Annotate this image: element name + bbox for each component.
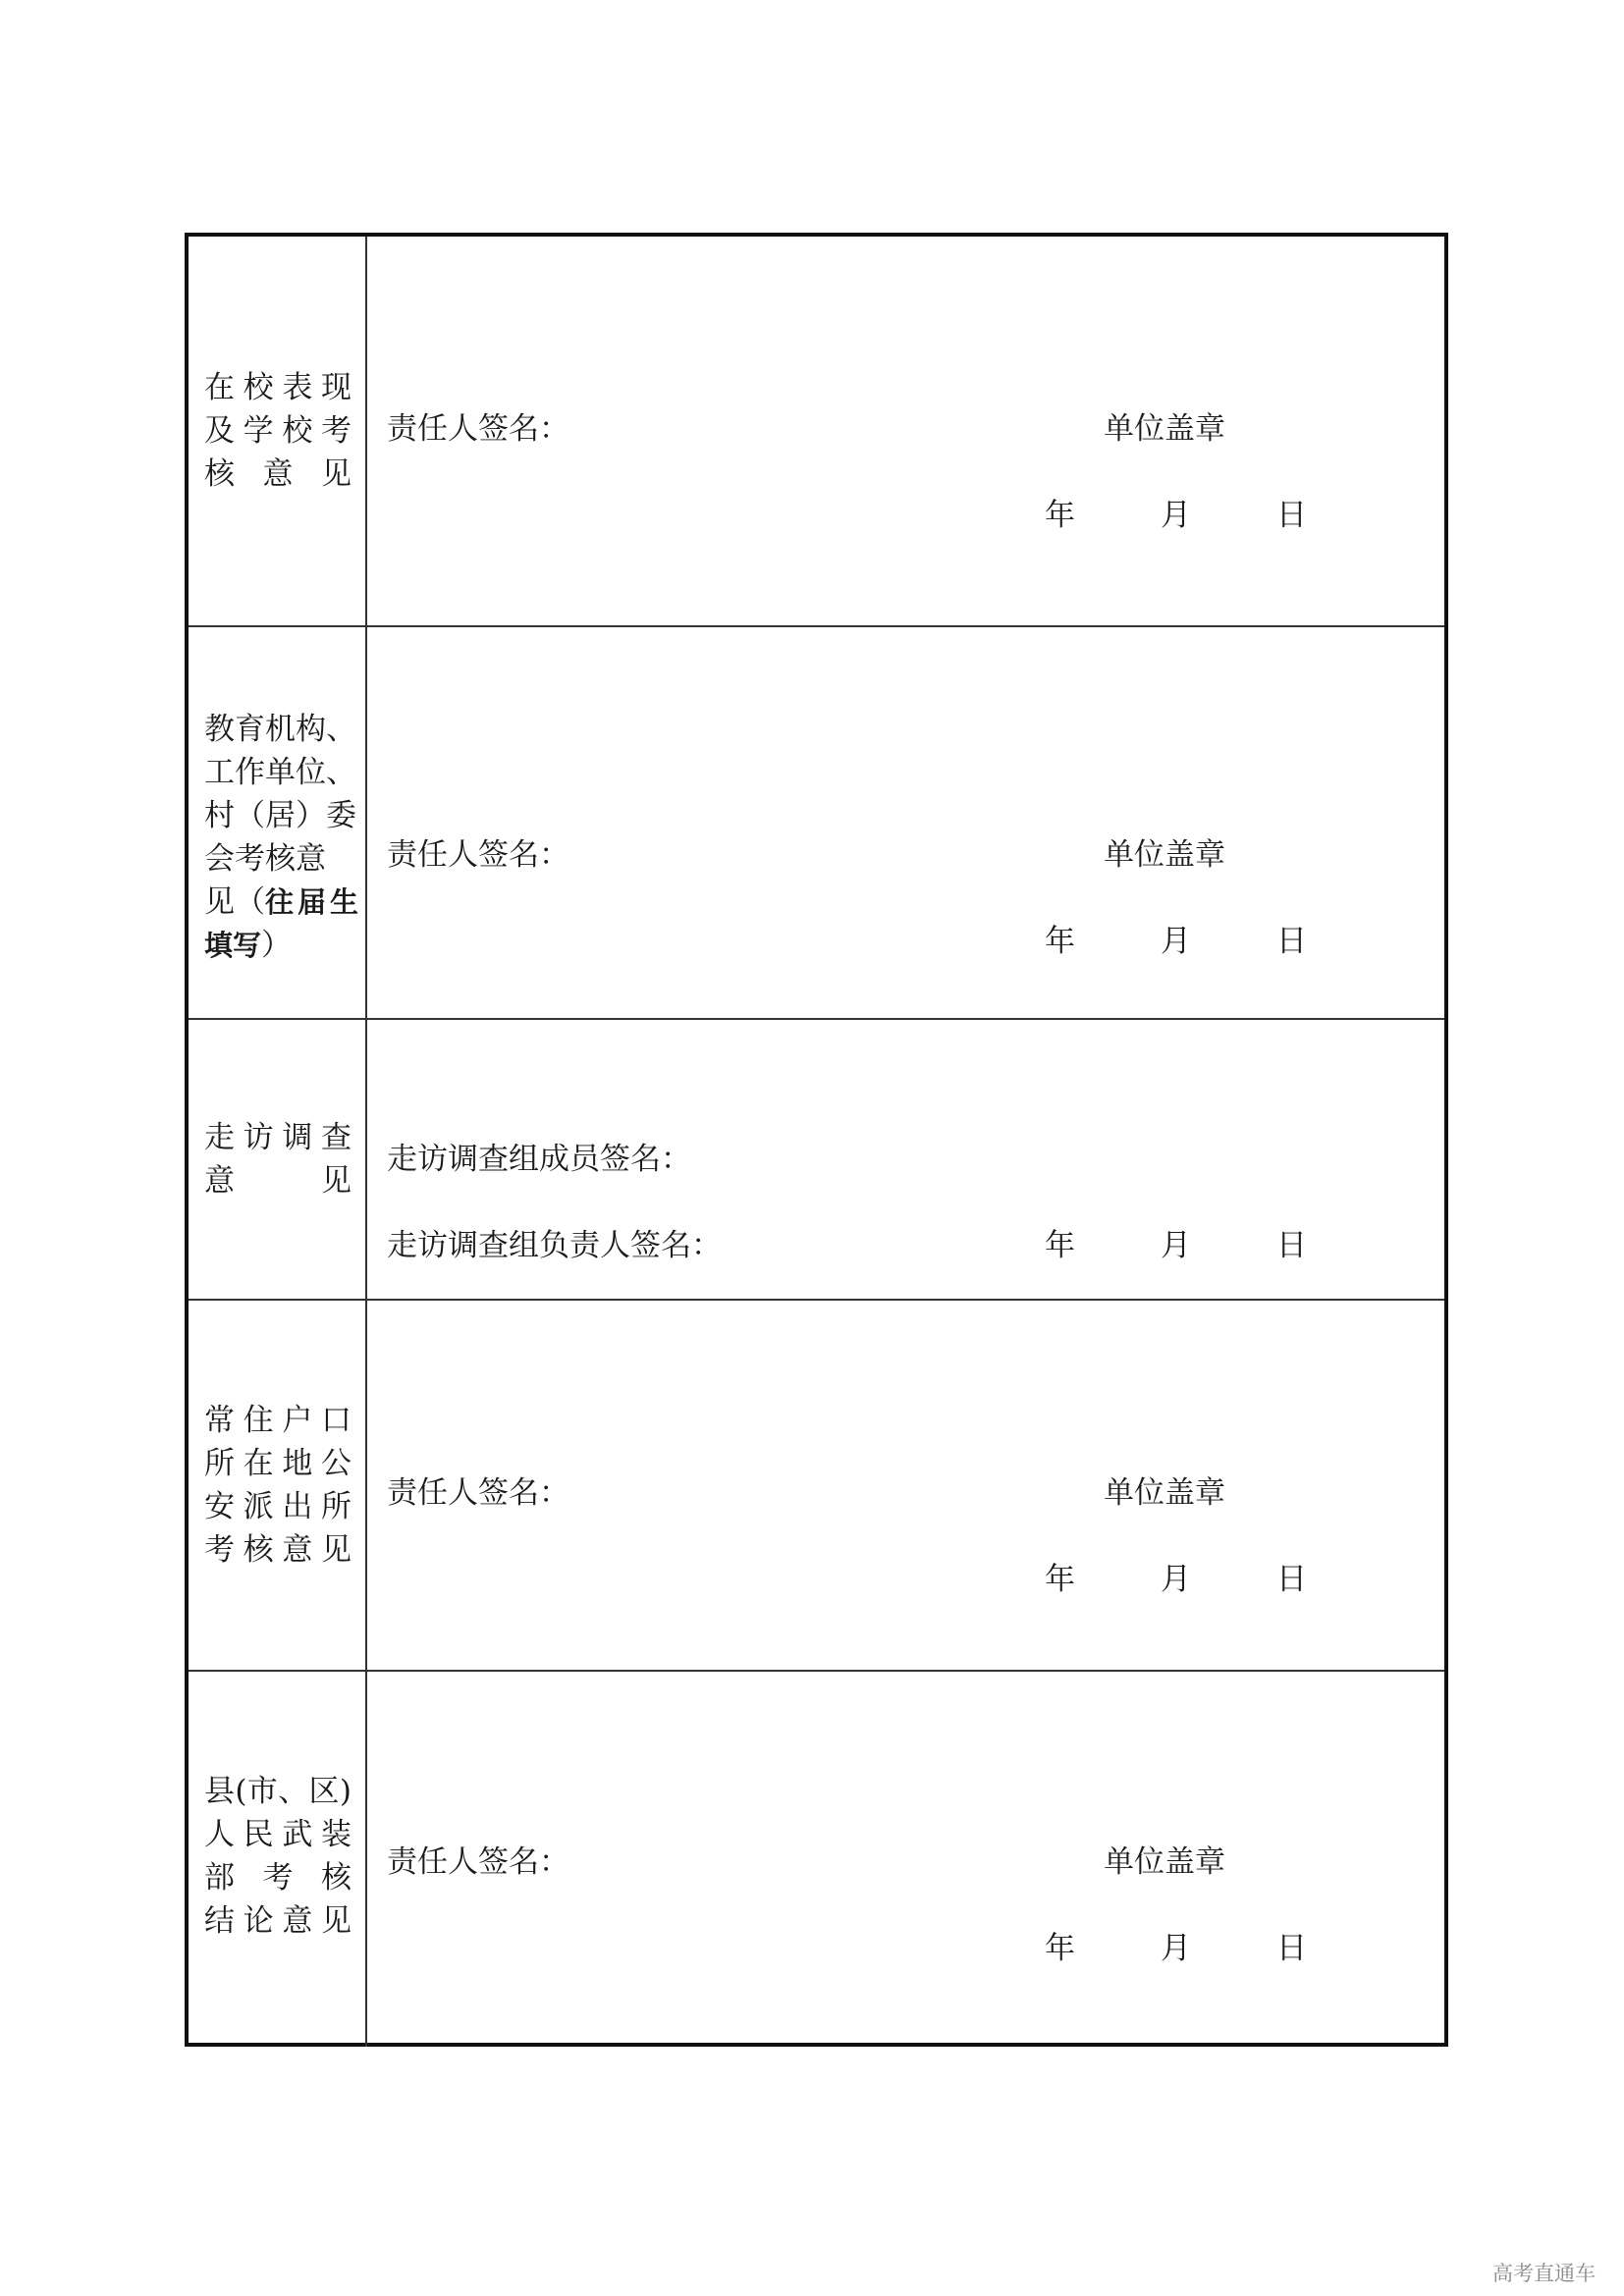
label-line xyxy=(204,1159,352,1202)
section-content-cell[interactable] xyxy=(367,237,1444,625)
label-line xyxy=(204,924,352,967)
label-char: 意 xyxy=(262,456,294,492)
date-month-label: 月 xyxy=(1161,1228,1191,1263)
label-char: 户 xyxy=(282,1403,313,1438)
section-visit-survey xyxy=(189,1018,1444,1299)
date-month-label: 月 xyxy=(1161,1931,1191,1966)
label-line-prefix: 见（ xyxy=(204,884,265,920)
label-line xyxy=(204,1116,352,1159)
label-line xyxy=(204,1770,352,1813)
label-char: 出 xyxy=(282,1489,313,1524)
label-char: 查 xyxy=(320,1120,352,1155)
label-line-suffix: ） xyxy=(261,928,293,963)
label-char: 地 xyxy=(282,1446,313,1481)
date-month-label: 月 xyxy=(1161,1562,1191,1597)
label-char: 安 xyxy=(204,1489,235,1524)
label-char: 县 xyxy=(204,1774,235,1809)
date-year-label: 年 xyxy=(1045,924,1075,959)
section-label xyxy=(204,1770,352,1943)
label-line xyxy=(204,1442,352,1485)
label-char: 民 xyxy=(243,1817,274,1852)
label-char: 结 xyxy=(204,1903,235,1939)
label-char: 校 xyxy=(243,370,274,405)
label-char: 住 xyxy=(243,1403,274,1438)
label-char: 考 xyxy=(204,1532,235,1568)
label-char: 武 xyxy=(282,1817,313,1852)
section-label-cell xyxy=(189,1020,367,1299)
label-char: 见 xyxy=(320,1532,352,1568)
label-char: 访 xyxy=(243,1120,274,1155)
section-content-cell[interactable] xyxy=(367,1301,1444,1670)
leader-sign-label: 走访调查组负责人签名： xyxy=(387,1228,722,1263)
label-char: 所 xyxy=(320,1489,352,1524)
label-char: 校 xyxy=(282,413,313,449)
label-char: 考 xyxy=(320,413,352,449)
watermark-text: 高考直通车 xyxy=(1492,2262,1596,2285)
signer-label: 责任人签名： xyxy=(387,837,569,873)
date-year-label: 年 xyxy=(1045,1931,1075,1966)
label-char: 部 xyxy=(204,1860,235,1896)
date-day-label: 日 xyxy=(1276,1562,1307,1597)
label-char: 口 xyxy=(320,1403,352,1438)
section-label-cell xyxy=(189,627,367,1018)
label-char: 走 xyxy=(204,1120,235,1155)
section-school-review xyxy=(189,237,1444,625)
label-line: 会考核意 xyxy=(204,841,326,877)
label-char: 表 xyxy=(282,370,313,405)
label-char: 装 xyxy=(320,1817,352,1852)
date-day-label: 日 xyxy=(1276,498,1307,533)
label-char: 调 xyxy=(282,1120,313,1155)
section-content-cell[interactable] xyxy=(367,1020,1444,1299)
label-line: 村（居）委 xyxy=(204,798,356,833)
signer-label: 责任人签名： xyxy=(387,1475,569,1511)
section-content-cell[interactable] xyxy=(367,1672,1444,2047)
label-char: ( xyxy=(235,1774,247,1809)
label-char: 考 xyxy=(262,1860,294,1896)
label-line xyxy=(204,1528,352,1572)
section-label xyxy=(204,1116,352,1202)
date-day-label: 日 xyxy=(1276,924,1307,959)
review-form-table xyxy=(185,233,1448,2047)
member-sign-label: 走访调查组成员签名： xyxy=(387,1142,691,1177)
label-bold-note: 往届生 xyxy=(265,885,363,919)
date-year-label: 年 xyxy=(1045,1228,1075,1263)
signer-label: 责任人签名： xyxy=(387,411,569,447)
seal-label: 单位盖章 xyxy=(1104,1844,1225,1880)
label-char: 见 xyxy=(321,1163,352,1199)
label-char: 、 xyxy=(278,1774,309,1809)
label-char: 现 xyxy=(320,370,352,405)
label-char: 区 xyxy=(308,1774,340,1809)
label-char: 核 xyxy=(321,1860,352,1896)
section-institution-review xyxy=(189,625,1444,1018)
label-line xyxy=(204,1399,352,1442)
label-char: 意 xyxy=(204,1163,235,1199)
date-day-label: 日 xyxy=(1276,1228,1307,1263)
label-line xyxy=(204,1899,352,1943)
label-char: 学 xyxy=(243,413,274,449)
section-label xyxy=(204,1399,352,1572)
date-year-label: 年 xyxy=(1045,498,1075,533)
label-char: 论 xyxy=(243,1903,274,1939)
label-char: 在 xyxy=(243,1446,274,1481)
label-char: 人 xyxy=(204,1817,235,1852)
label-line xyxy=(204,1485,352,1528)
label-line xyxy=(204,1813,352,1856)
seal-label: 单位盖章 xyxy=(1104,1475,1225,1511)
section-label xyxy=(204,708,363,967)
label-line xyxy=(204,453,352,496)
label-line: 教育机构、 xyxy=(204,712,356,747)
label-line xyxy=(204,366,352,409)
label-char: 市 xyxy=(246,1774,278,1809)
label-line xyxy=(204,1856,352,1899)
label-line: 工作单位、 xyxy=(204,755,356,790)
date-month-label: 月 xyxy=(1161,498,1191,533)
label-char: 意 xyxy=(282,1532,313,1568)
label-line xyxy=(204,881,363,924)
label-char: 所 xyxy=(204,1446,235,1481)
seal-label: 单位盖章 xyxy=(1104,837,1225,873)
signer-label: 责任人签名： xyxy=(387,1844,569,1880)
section-label-cell xyxy=(189,1301,367,1670)
label-char: 核 xyxy=(243,1532,274,1568)
label-char: 在 xyxy=(204,370,235,405)
label-line xyxy=(204,409,352,453)
label-char: 公 xyxy=(320,1446,352,1481)
label-char: 核 xyxy=(204,456,235,492)
label-char: 派 xyxy=(243,1489,274,1524)
label-char: 见 xyxy=(321,456,352,492)
section-police-review xyxy=(189,1299,1444,1670)
label-char: 常 xyxy=(204,1403,235,1438)
section-label-cell xyxy=(189,237,367,625)
label-char: 及 xyxy=(204,413,235,449)
section-label xyxy=(204,366,352,496)
label-char: 意 xyxy=(282,1903,313,1939)
section-label-cell xyxy=(189,1672,367,2047)
label-char: 见 xyxy=(320,1903,352,1939)
section-content-cell[interactable] xyxy=(367,627,1444,1018)
date-day-label: 日 xyxy=(1276,1931,1307,1966)
seal-label: 单位盖章 xyxy=(1104,411,1225,447)
date-year-label: 年 xyxy=(1045,1562,1075,1597)
section-armed-forces-review xyxy=(189,1670,1444,2047)
label-bold-note: 填写 xyxy=(204,929,262,962)
label-char: ) xyxy=(339,1774,352,1809)
date-month-label: 月 xyxy=(1161,924,1191,959)
